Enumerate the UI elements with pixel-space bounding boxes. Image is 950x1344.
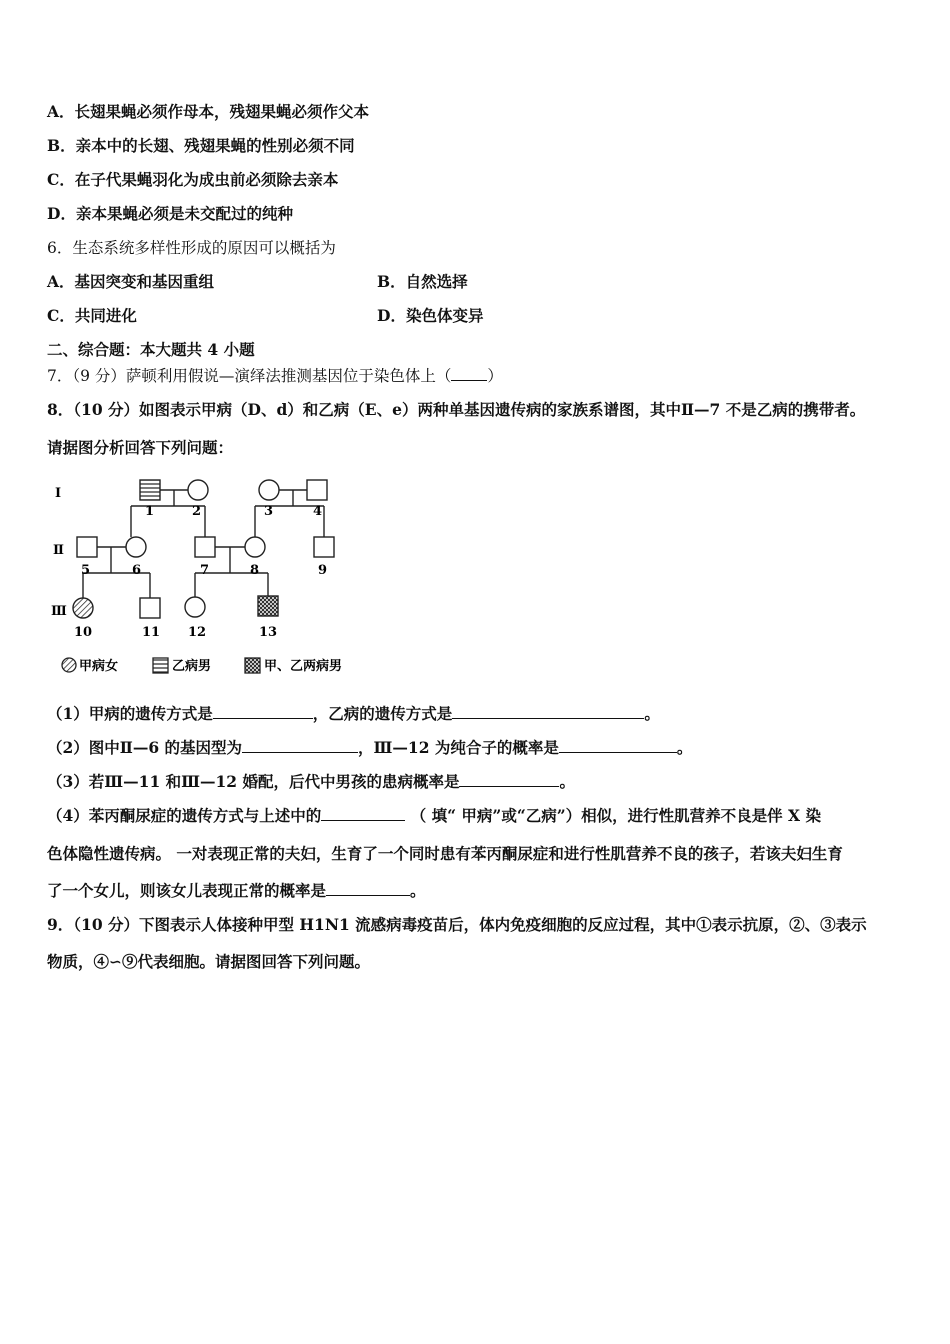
individual-label-10: 10 <box>74 625 93 640</box>
q8-part1-c: 。 <box>644 704 660 723</box>
individual-6-circle <box>126 537 146 557</box>
individual-7-square <box>195 537 215 557</box>
q8-part3 <box>47 772 575 792</box>
q8-part4-blank1 <box>321 806 405 821</box>
individual-label-5: 5 <box>81 563 91 578</box>
q6-option-a: A．基因突变和基因重组 <box>47 272 215 291</box>
generation-label-2: Ⅱ <box>53 543 64 558</box>
q8-part2-a: （2）图中Ⅱ—6 的基因型为 <box>47 738 243 757</box>
q8-part3-a: （3）若Ⅲ—11 和Ⅲ—12 婚配，后代中男孩的患病概率是 <box>47 772 460 791</box>
individual-label-12: 12 <box>188 625 207 640</box>
legend-label-a: 甲病女 <box>79 659 119 674</box>
individual-label-11: 11 <box>142 625 161 640</box>
individual-13-square <box>258 596 278 616</box>
q6-option-c: C．共同进化 <box>47 306 137 325</box>
q7-blank <box>451 366 487 381</box>
q7-stem <box>47 366 503 386</box>
q8-part2-blank1 <box>242 738 358 753</box>
q8-part1-b: ，乙病的遗传方式是 <box>312 704 453 723</box>
q8-part2-blank2 <box>559 738 677 753</box>
individual-label-7: 7 <box>200 563 210 578</box>
individual-label-9: 9 <box>318 563 328 578</box>
q8-part1 <box>47 704 660 724</box>
q9-stem-line2: 物质，④∽⑨代表细胞。请据图回答下列问题。 <box>47 952 370 971</box>
individual-8-circle <box>245 537 265 557</box>
legend-label-c: 甲、乙两病男 <box>264 659 343 674</box>
section-heading: 二、综合题：本大题共 4 小题 <box>47 340 255 359</box>
q8-part4-e: 。 <box>410 881 426 900</box>
q5-option-b: B．亲本中的长翅、残翅果蝇的性别必须不同 <box>47 136 355 155</box>
q8-part4-line2: 色体隐性遗传病。 一对表现正常的夫妇，生育了一个同时患有苯丙酮尿症和进行性肌营养不良的孩子，若该夫妇生育 <box>47 844 843 863</box>
q8-part2 <box>47 738 692 758</box>
q5-option-a: A．长翅果蝇必须作母本，残翅果蝇必须作父本 <box>47 102 370 121</box>
individual-label-6: 6 <box>132 563 142 578</box>
individual-label-4: 4 <box>313 504 323 519</box>
legend-male-ab-icon <box>245 658 260 673</box>
individual-label-2: 2 <box>192 504 202 519</box>
individual-label-8: 8 <box>250 563 260 578</box>
q5-option-c: C．在子代果蝇羽化为成虫前必须除去亲本 <box>47 170 339 189</box>
individual-1-square <box>140 480 160 500</box>
individual-9-square <box>314 537 334 557</box>
q6-option-d: D．染色体变异 <box>377 306 484 325</box>
generation-label-3: Ⅲ <box>51 604 67 619</box>
individual-2-circle <box>188 480 208 500</box>
q8-part1-a: （1）甲病的遗传方式是 <box>47 704 213 723</box>
q8-stem-line1: 8．（10 分）如图表示甲病（D、d）和乙病（E、e）两种单基因遗传病的家族系谱图，其中Ⅱ—7 不是乙病的携带者。 <box>47 400 866 419</box>
q8-stem-line2: 请据图分析回答下列问题： <box>47 438 234 457</box>
q8-part4-a: （4）苯丙酮尿症的遗传方式与上述中的 <box>47 806 322 825</box>
individual-11-square <box>140 598 160 618</box>
q6-option-b: B．自然选择 <box>377 272 468 291</box>
q8-part4-line1 <box>47 806 821 826</box>
generation-label-1: Ⅰ <box>55 486 62 501</box>
q8-part2-b: ，Ⅲ—12 为纯合子的概率是 <box>358 738 559 757</box>
q7-post: ） <box>487 367 503 385</box>
q8-part2-c: 。 <box>676 738 693 757</box>
q8-part4-b: （ 填“ 甲病”或“乙病”）相似，进行性肌营养不良是伴 X 染 <box>410 806 821 825</box>
q8-part4-d: 了一个女儿，则该女儿表现正常的概率是 <box>47 881 327 900</box>
individual-3-circle <box>259 480 279 500</box>
individual-label-1: 1 <box>145 504 155 519</box>
legend-male-b-icon <box>153 658 168 673</box>
q8-part4-blank2 <box>326 881 410 896</box>
pedigree-chart <box>47 470 377 682</box>
individual-label-13: 13 <box>259 625 278 640</box>
q7-pre: 7．（9 分）萨顿利用假说—演绎法推测基因位于染色体上（ <box>47 367 452 385</box>
q8-part4-line3 <box>47 881 426 901</box>
q5-option-d: D．亲本果蝇必须是未交配过的纯种 <box>47 204 293 223</box>
q8-part1-blank1 <box>213 704 313 719</box>
q8-part1-blank2 <box>452 704 644 719</box>
q8-part3-blank <box>459 772 559 787</box>
individual-label-3: 3 <box>264 504 274 519</box>
individual-10-circle <box>73 598 93 618</box>
individual-4-square <box>307 480 327 500</box>
q6-stem: 6．生态系统多样性形成的原因可以概括为 <box>47 239 336 257</box>
individual-12-circle <box>185 597 205 617</box>
legend-female-a-icon <box>62 658 76 672</box>
legend-label-b: 乙病男 <box>172 659 212 674</box>
q9-stem-line1: 9．（10 分）下图表示人体接种甲型 H1N1 流感病毒疫苗后，体内免疫细胞的反应过程，其中①表示抗原，②、③表示 <box>47 915 867 934</box>
individual-5-square <box>77 537 97 557</box>
q8-part3-b: 。 <box>559 772 575 791</box>
